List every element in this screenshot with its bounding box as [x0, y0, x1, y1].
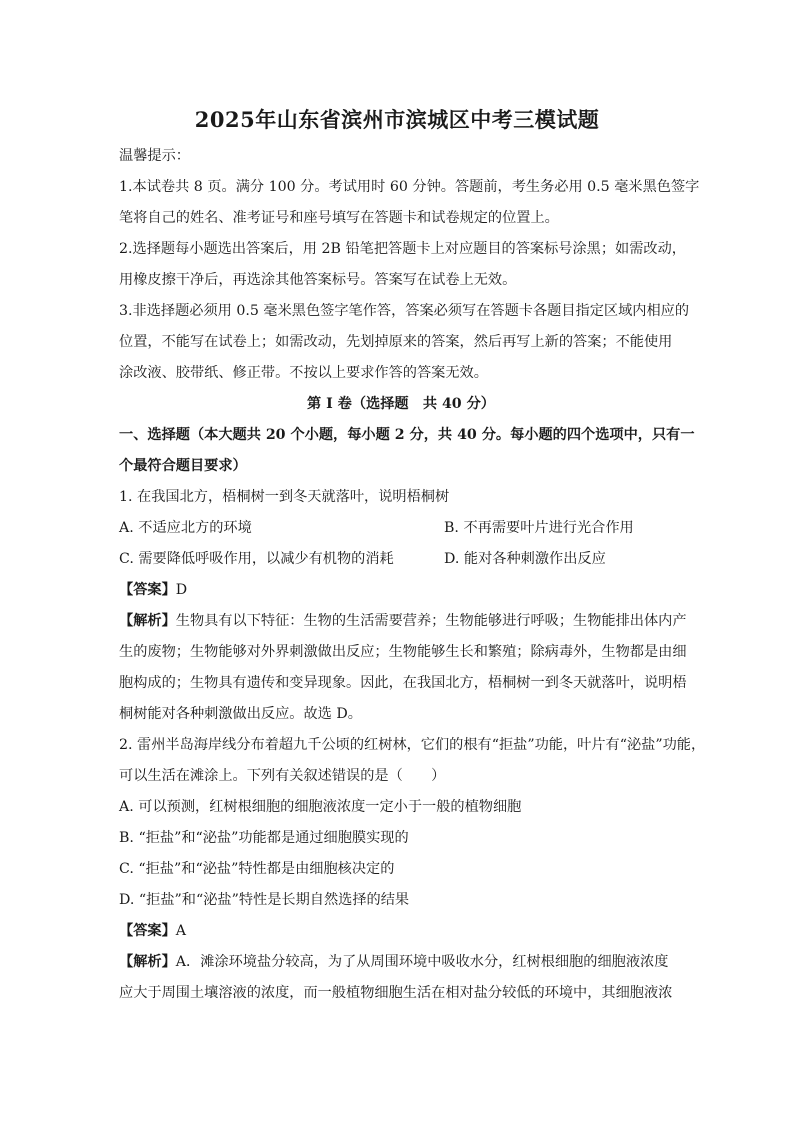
- section-title: 第 I 卷（选择题 共 40 分）: [306, 396, 495, 412]
- question-1-analysis-line: [119, 606, 687, 637]
- answer-value: D: [175, 582, 188, 598]
- notice-line: 涂改液、胶带纸、修正带。不按以上要求作答的答案无效。: [119, 365, 488, 381]
- analysis-label: 【解析】: [119, 954, 176, 970]
- question-1-analysis-line: 桐树能对各种刺激做出反应。故选 D。: [119, 706, 362, 722]
- option-b: B. 不再需要叶片进行光合作用: [444, 520, 634, 536]
- notice-line: 2.选择题每小题选出答案后，用 2B 铅笔把答题卡上对应题目的答案标号涂黑；如需改动，: [119, 241, 686, 257]
- answer-label: 【答案】: [119, 923, 176, 939]
- question-1-answer: [119, 575, 683, 606]
- question-2-analysis-line: 应大于周围土壤溶液的浓度，而一般植物细胞生活在相对盐分较低的环境中，其细胞液浓: [119, 985, 673, 1001]
- notice-line: 用橡皮擦干净后，再选涂其他答案标号。答案写在试卷上无效。: [119, 272, 517, 288]
- option-d: D. 能对各种刺激作出反应: [444, 551, 606, 567]
- answer-label: 【答案】: [119, 582, 176, 598]
- analysis-label: 【解析】: [119, 613, 176, 629]
- question-1-options-row: [119, 513, 683, 544]
- part-heading-line: 个最符合题目要求）: [119, 458, 247, 474]
- notice-line: 1.本试卷共 8 页。满分 100 分。考试用时 60 分钟。答题前，考生务必用 0.5 毫米黑色签字: [119, 179, 700, 195]
- notice-line: 位置，不能写在试卷上；如需改动，先划掉原来的答案，然后再写上新的答案；不能使用: [119, 334, 673, 350]
- option-a: A. 不适应北方的环境: [119, 520, 252, 536]
- option-c: C. 需要降低呼吸作用，以减少有机物的消耗: [119, 551, 394, 567]
- part-heading-line: 一、选择题（本大题共 20 个小题，每小题 2 分，共 40 分。每小题的四个选项中，只有一: [119, 427, 695, 443]
- question-1-options-row: [119, 544, 683, 575]
- option-c: C. “拒盐”和“泌盐”特性都是由细胞核决定的: [119, 861, 395, 877]
- answer-value: A: [175, 923, 187, 939]
- notice-line: 笔将自己的姓名、准考证号和座号填写在答题卡和试卷规定的位置上。: [119, 210, 559, 226]
- question-1-analysis-line: 生的废物；生物能够对外界刺激做出反应；生物能够生长和繁殖；除病毒外，生物都是由细: [119, 644, 687, 660]
- exam-content: [119, 141, 706, 1009]
- analysis-text: A．滩涂环境盐分较高，为了从周围环境中吸收水分，红树根细胞的细胞液浓度: [175, 954, 669, 970]
- question-2-stem: 可以生活在滩涂上。下列有关叙述错误的是（ ）: [119, 768, 446, 784]
- notice-block: [119, 172, 700, 389]
- option-a: A. 可以预测，红树根细胞的细胞液浓度一定小于一般的植物细胞: [119, 799, 522, 815]
- notice-line: 3.非选择题必须用 0.5 毫米黑色签字笔作答，答案必须写在答题卡各题目指定区域内相应的: [119, 303, 690, 319]
- analysis-text: 生物具有以下特征：生物的生活需要营养；生物能够进行呼吸；生物能排出体内产: [175, 613, 687, 629]
- notice-heading: 温馨提示：: [119, 148, 190, 164]
- question-2-stem: 2. 雷州半岛海岸线分布着超九千公顷的红树林，它们的根有“拒盐”功能，叶片有“泌盐”功能，: [119, 737, 706, 753]
- question-2-answer: [119, 916, 683, 947]
- option-d: D. “拒盐”和“泌盐”特性是长期自然选择的结果: [119, 892, 410, 908]
- question-1-stem: 1. 在我国北方，梧桐树一到冬天就落叶，说明梧桐树: [119, 489, 450, 505]
- question-1-analysis-line: 胞构成的；生物具有遗传和变异现象。因此，在我国北方，梧桐树一到冬天就落叶，说明梧: [119, 675, 687, 691]
- question-2-analysis-line: [119, 947, 683, 978]
- page-title: 2025年山东省滨州市滨城区中考三模试题: [194, 107, 600, 132]
- option-b: B. “拒盐”和“泌盐”功能都是通过细胞膜实现的: [119, 830, 409, 846]
